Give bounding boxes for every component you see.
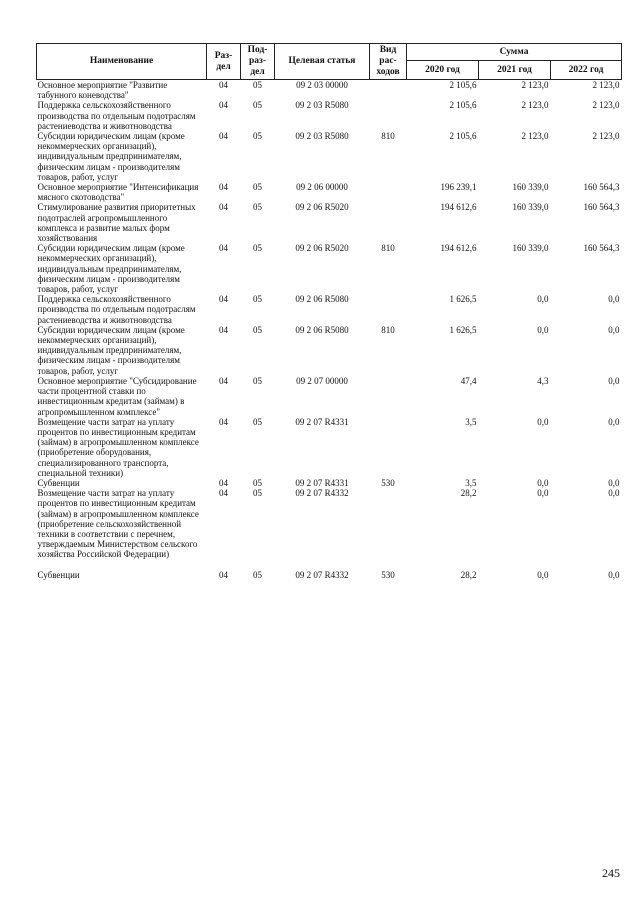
row-name: Субсидии юридическим лицам (кроме некоммерческих организаций), индивидуальным предпринимателям, физическим лицам - производителям товаров, работ, услуг — [37, 324, 185, 376]
row-2021: 0,0 — [537, 294, 549, 305]
row-2020: 2 105,6 — [449, 80, 477, 90]
row-razdel: 04 — [219, 477, 228, 488]
row-2020: 47,4 — [460, 375, 477, 386]
row-podrazdel: 05 — [253, 182, 262, 193]
budget-table — [36, 43, 622, 580]
row-podrazdel: 05 — [253, 100, 262, 111]
row-name: Основное мероприятие "Интенсификация мясного скотоводства" — [37, 182, 199, 203]
row-vid: 810 — [381, 131, 395, 142]
row-podrazdel: 05 — [253, 324, 262, 335]
row-name: Основное мероприятие "Субсидирование части процентной ставки по инвестиционным кредитам (займам) в агропромышленном комплексе" — [37, 375, 197, 417]
table-row — [37, 294, 622, 325]
row-name: Субсидии юридическим лицам (кроме некоммерческих организаций), индивидуальным предпринимателям, физическим лицам - производителям товаров, работ, услуг — [37, 243, 185, 295]
row-podrazdel: 05 — [253, 477, 262, 488]
row-target: 09 2 06 R5020 — [295, 202, 349, 213]
row-2021: 0,0 — [537, 569, 549, 580]
table-row — [37, 100, 622, 131]
row-name: Субсидии юридическим лицам (кроме некоммерческих организаций), индивидуальным предпринимателям, физическим лицам - производителям товаров, работ, услуг — [37, 131, 185, 182]
row-name: Возмещение части затрат на уплату процентов по инвестиционным кредитам (займам) в агропромышленном комплексе (приобретение оборудования, специализированного транспорта, специальной техники) — [37, 416, 199, 478]
row-vid — [370, 376, 407, 417]
row-name: Поддержка сельскохозяйственного производства по отдельным подотраслям растениеводства и животноводства — [37, 100, 196, 131]
row-vid — [370, 202, 407, 243]
row-target: 09 2 03 R5080 — [295, 131, 349, 142]
row-target: 09 2 06 00000 — [296, 182, 348, 193]
row-2022: 160 564,3 — [583, 202, 620, 213]
row-razdel: 04 — [219, 100, 228, 111]
header-target: Целевая статья — [275, 44, 370, 80]
table-row — [37, 202, 622, 243]
row-2020: 28,2 — [460, 488, 477, 499]
header-2022: 2022 год — [551, 61, 622, 80]
row-2021: 0,0 — [537, 324, 549, 335]
header-name: Наименование — [37, 44, 207, 80]
row-razdel: 04 — [219, 488, 228, 499]
row-target: 09 2 06 R5080 — [295, 294, 349, 305]
table-row — [37, 80, 622, 101]
row-razdel: 04 — [219, 294, 228, 305]
row-vid: 530 — [381, 477, 395, 488]
row-podrazdel: 05 — [253, 202, 262, 213]
row-target: 09 2 03 00000 — [296, 80, 348, 90]
table-row — [37, 376, 622, 417]
row-2020: 194 612,6 — [440, 243, 477, 254]
row-2021: 160 339,0 — [512, 182, 549, 193]
row-target: 09 2 06 R5080 — [295, 324, 349, 335]
row-razdel: 04 — [219, 182, 228, 193]
row-2020: 2 105,6 — [449, 100, 477, 111]
row-target: 09 2 07 R4331 — [295, 477, 349, 488]
table-row — [37, 417, 622, 478]
row-2020: 28,2 — [460, 569, 477, 580]
row-razdel: 04 — [219, 131, 228, 142]
table-row — [37, 243, 622, 294]
row-name: Субвенции — [37, 477, 80, 488]
row-vid: 810 — [381, 243, 395, 254]
row-podrazdel: 05 — [253, 488, 262, 499]
row-2022: 0,0 — [608, 416, 620, 427]
row-podrazdel: 05 — [253, 416, 262, 427]
row-name: Стимулирование развития приоритетных подотраслей агропромышленного комплекса и развитие малых форм хозяйствования — [37, 202, 196, 244]
row-2022: 0,0 — [608, 477, 620, 488]
row-target: 09 2 07 00000 — [296, 375, 348, 386]
table-header — [37, 44, 622, 80]
row-podrazdel: 05 — [253, 243, 262, 254]
row-2022: 2 123,0 — [592, 80, 620, 90]
row-podrazdel: 05 — [253, 294, 262, 305]
table-row — [37, 478, 622, 488]
row-2020: 194 612,6 — [440, 202, 477, 213]
row-2020: 196 239,1 — [440, 182, 477, 193]
row-razdel: 04 — [219, 324, 228, 335]
row-2021: 2 123,0 — [521, 100, 549, 111]
row-vid — [370, 488, 407, 559]
row-podrazdel: 05 — [253, 569, 262, 580]
row-2022: 0,0 — [608, 569, 620, 580]
row-vid: 810 — [381, 324, 395, 335]
table-row — [37, 560, 622, 580]
row-2020: 3,5 — [465, 416, 477, 427]
row-target: 09 2 07 R4331 — [295, 416, 349, 427]
table-row — [37, 488, 622, 559]
row-name: Основное мероприятие "Развитие табунного коневодства" — [37, 80, 168, 101]
header-vid: Вид рас-ходов — [370, 44, 407, 80]
row-2022: 0,0 — [608, 488, 620, 499]
row-2021: 160 339,0 — [512, 243, 549, 254]
header-podrazdel: Под-раз-дел — [241, 44, 275, 80]
row-2021: 160 339,0 — [512, 202, 549, 213]
row-2020: 1 626,5 — [449, 294, 477, 305]
row-2021: 2 123,0 — [521, 131, 549, 142]
row-target: 09 2 03 R5080 — [295, 100, 349, 111]
row-2022: 160 564,3 — [583, 243, 620, 254]
row-2020: 3,5 — [465, 477, 477, 488]
row-podrazdel: 05 — [253, 375, 262, 386]
document-page — [36, 43, 621, 580]
row-vid — [370, 80, 407, 101]
row-razdel: 04 — [219, 569, 228, 580]
row-2022: 0,0 — [608, 294, 620, 305]
row-2022: 2 123,0 — [592, 100, 620, 111]
row-2021: 2 123,0 — [521, 80, 549, 90]
row-2022: 160 564,3 — [583, 182, 620, 193]
row-razdel: 04 — [219, 80, 228, 90]
row-name: Возмещение части затрат на уплату процентов по инвестиционным кредитам (займам) в агропромышленном комплексе (приобретение сельскохозяйственной техники в соответствии с перечнем, утверждаемым Министерством сельского хозяйства Российской Федерации) — [37, 488, 199, 560]
table-row — [37, 131, 622, 182]
row-name: Субвенции — [37, 569, 80, 580]
row-podrazdel: 05 — [253, 80, 262, 90]
row-podrazdel: 05 — [253, 131, 262, 142]
row-vid — [370, 100, 407, 131]
row-razdel: 04 — [219, 202, 228, 213]
row-target: 09 2 07 R4332 — [295, 488, 349, 499]
row-2022: 0,0 — [608, 375, 620, 386]
row-razdel: 04 — [219, 243, 228, 254]
row-target: 09 2 06 R5020 — [295, 243, 349, 254]
header-razdel: Раз-дел — [207, 44, 241, 80]
table-row — [37, 182, 622, 202]
row-2020: 2 105,6 — [449, 131, 477, 142]
table-row — [37, 325, 622, 376]
row-target: 09 2 07 R4332 — [295, 569, 349, 580]
page-number: 245 — [602, 866, 620, 880]
row-vid: 530 — [381, 569, 395, 580]
header-2021: 2021 год — [479, 61, 551, 80]
row-2021: 0,0 — [537, 477, 549, 488]
row-razdel: 04 — [219, 375, 228, 386]
row-2021: 0,0 — [537, 416, 549, 427]
row-razdel: 04 — [219, 416, 228, 427]
row-2022: 2 123,0 — [592, 131, 620, 142]
row-vid — [370, 417, 407, 478]
header-2020: 2020 год — [407, 61, 479, 80]
row-2021: 4,3 — [537, 375, 549, 386]
row-name: Поддержка сельскохозяйственного производства по отдельным подотраслям растениеводства и животноводства — [37, 294, 196, 325]
row-2020: 1 626,5 — [449, 324, 477, 335]
table-body — [37, 80, 622, 580]
header-sum: Сумма — [407, 44, 622, 61]
row-vid — [370, 182, 407, 202]
row-2021: 0,0 — [537, 488, 549, 499]
row-2022: 0,0 — [608, 324, 620, 335]
row-vid — [370, 294, 407, 325]
